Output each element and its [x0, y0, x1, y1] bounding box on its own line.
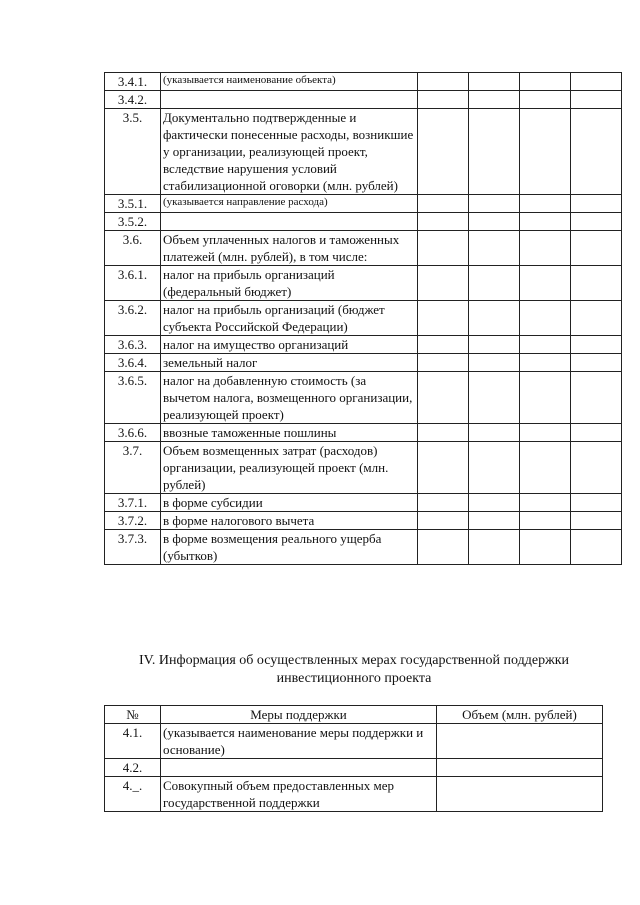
header-measures: Меры поддержки	[161, 706, 437, 724]
table-row	[105, 530, 622, 565]
table-row	[105, 231, 622, 266]
table-row	[105, 109, 622, 195]
row-number: 3.5.	[105, 109, 161, 195]
value-cell	[418, 231, 469, 266]
value-cell	[520, 195, 571, 213]
value-cell	[469, 301, 520, 336]
value-cell	[469, 354, 520, 372]
value-cell	[571, 424, 622, 442]
value-cell	[571, 301, 622, 336]
value-cell	[469, 73, 520, 91]
table-row	[105, 512, 622, 530]
row-indicator-text: налог на имущество организаций	[161, 336, 418, 354]
value-cell	[469, 195, 520, 213]
value-cell	[571, 442, 622, 494]
row-number: 3.6.1.	[105, 266, 161, 301]
row-indicator-text	[161, 213, 418, 231]
value-cell	[520, 494, 571, 512]
row-indicator-text: в форме налогового вычета	[161, 512, 418, 530]
value-cell	[520, 424, 571, 442]
value-cell	[418, 301, 469, 336]
row-number: 3.7.2.	[105, 512, 161, 530]
row-indicator-text: Объем уплаченных налогов и таможенных платежей (млн. рублей), в том числе:	[161, 231, 418, 266]
value-cell	[469, 512, 520, 530]
table-row	[105, 213, 622, 231]
value-cell	[571, 109, 622, 195]
table-row	[105, 494, 622, 512]
value-cell	[520, 336, 571, 354]
table-row	[105, 372, 622, 424]
value-cell	[520, 231, 571, 266]
volume-cell	[437, 759, 603, 777]
value-cell	[520, 73, 571, 91]
value-cell	[520, 301, 571, 336]
row-indicator-text: в форме возмещения реального ущерба (убытков)	[161, 530, 418, 565]
value-cell	[571, 336, 622, 354]
row-indicator-text: налог на прибыль организаций (федеральный бюджет)	[161, 266, 418, 301]
value-cell	[469, 424, 520, 442]
row-indicator-text: Объем возмещенных затрат (расходов) организации, реализующей проект (млн. рублей)	[161, 442, 418, 494]
volume-cell	[437, 777, 603, 812]
value-cell	[469, 372, 520, 424]
value-cell	[571, 354, 622, 372]
row-indicator-text: (указывается наименование объекта)	[161, 73, 418, 91]
row-indicator-text: налог на добавленную стоимость (за вычетом налога, возмещенного организации, реализующей проект)	[161, 372, 418, 424]
value-cell	[571, 195, 622, 213]
row-indicator-text: в форме субсидии	[161, 494, 418, 512]
support-measures-table	[104, 705, 603, 812]
support-measure-text: Совокупный объем предоставленных мер государственной поддержки	[161, 777, 437, 812]
support-table-header-row	[105, 706, 603, 724]
value-cell	[571, 512, 622, 530]
row-number: 3.6.2.	[105, 301, 161, 336]
row-number: 3.6.4.	[105, 354, 161, 372]
value-cell	[571, 231, 622, 266]
row-indicator-text: (указывается направление расхода)	[161, 195, 418, 213]
table-row	[105, 91, 622, 109]
row-indicator-text: земельный налог	[161, 354, 418, 372]
value-cell	[418, 266, 469, 301]
row-number: 3.7.3.	[105, 530, 161, 565]
value-cell	[418, 213, 469, 231]
value-cell	[520, 442, 571, 494]
value-cell	[418, 336, 469, 354]
value-cell	[520, 372, 571, 424]
table-row	[105, 301, 622, 336]
row-number: 3.6.	[105, 231, 161, 266]
value-cell	[418, 109, 469, 195]
table-row	[105, 424, 622, 442]
row-number: 3.7.	[105, 442, 161, 494]
value-cell	[469, 266, 520, 301]
section-iv-heading-line1: IV. Информация об осуществленных мерах государственной поддержки	[138, 653, 570, 668]
row-indicator-text	[161, 91, 418, 109]
value-cell	[520, 266, 571, 301]
value-cell	[418, 195, 469, 213]
value-cell	[418, 354, 469, 372]
value-cell	[469, 213, 520, 231]
value-cell	[469, 530, 520, 565]
value-cell	[571, 91, 622, 109]
row-number: 3.4.1.	[105, 73, 161, 91]
value-cell	[571, 73, 622, 91]
value-cell	[418, 530, 469, 565]
value-cell	[520, 512, 571, 530]
header-volume: Объем (млн. рублей)	[437, 706, 603, 724]
row-indicator-text: налог на прибыль организаций (бюджет субъекта Российской Федерации)	[161, 301, 418, 336]
value-cell	[469, 494, 520, 512]
row-number: 3.6.3.	[105, 336, 161, 354]
value-cell	[520, 530, 571, 565]
row-number: 4._.	[105, 777, 161, 812]
value-cell	[469, 109, 520, 195]
table-row	[105, 266, 622, 301]
value-cell	[469, 91, 520, 109]
header-number: №	[105, 706, 161, 724]
row-number: 3.4.2.	[105, 91, 161, 109]
row-number: 3.6.6.	[105, 424, 161, 442]
table-row	[105, 724, 603, 759]
table-row	[105, 777, 603, 812]
value-cell	[520, 213, 571, 231]
row-indicator-text: ввозные таможенные пошлины	[161, 424, 418, 442]
value-cell	[571, 266, 622, 301]
row-indicator-text: Документально подтвержденные и фактически понесенные расходы, возникшие у организации, реализующей проект, вследствие нарушения условий стабилизационной оговорки (млн. рублей)	[161, 109, 418, 195]
value-cell	[571, 530, 622, 565]
value-cell	[571, 213, 622, 231]
value-cell	[571, 372, 622, 424]
section-iv-heading	[104, 652, 604, 688]
value-cell	[418, 442, 469, 494]
value-cell	[520, 91, 571, 109]
value-cell	[418, 91, 469, 109]
volume-cell	[437, 724, 603, 759]
row-number: 3.7.1.	[105, 494, 161, 512]
row-number: 3.5.1.	[105, 195, 161, 213]
table-row	[105, 336, 622, 354]
value-cell	[469, 231, 520, 266]
row-number: 3.5.2.	[105, 213, 161, 231]
section-iv-heading-line2: инвестиционного проекта	[276, 671, 432, 686]
value-cell	[469, 336, 520, 354]
value-cell	[571, 494, 622, 512]
value-cell	[418, 73, 469, 91]
value-cell	[520, 109, 571, 195]
value-cell	[418, 494, 469, 512]
value-cell	[418, 512, 469, 530]
support-measure-text: (указывается наименование меры поддержки и основание)	[161, 724, 437, 759]
row-number: 3.6.5.	[105, 372, 161, 424]
support-measure-text	[161, 759, 437, 777]
row-number: 4.1.	[105, 724, 161, 759]
value-cell	[418, 372, 469, 424]
value-cell	[469, 442, 520, 494]
table-row	[105, 442, 622, 494]
table-row	[105, 73, 622, 91]
value-cell	[520, 354, 571, 372]
indicators-table	[104, 72, 622, 565]
table-row	[105, 354, 622, 372]
table-row	[105, 195, 622, 213]
table-row	[105, 759, 603, 777]
value-cell	[418, 424, 469, 442]
row-number: 4.2.	[105, 759, 161, 777]
